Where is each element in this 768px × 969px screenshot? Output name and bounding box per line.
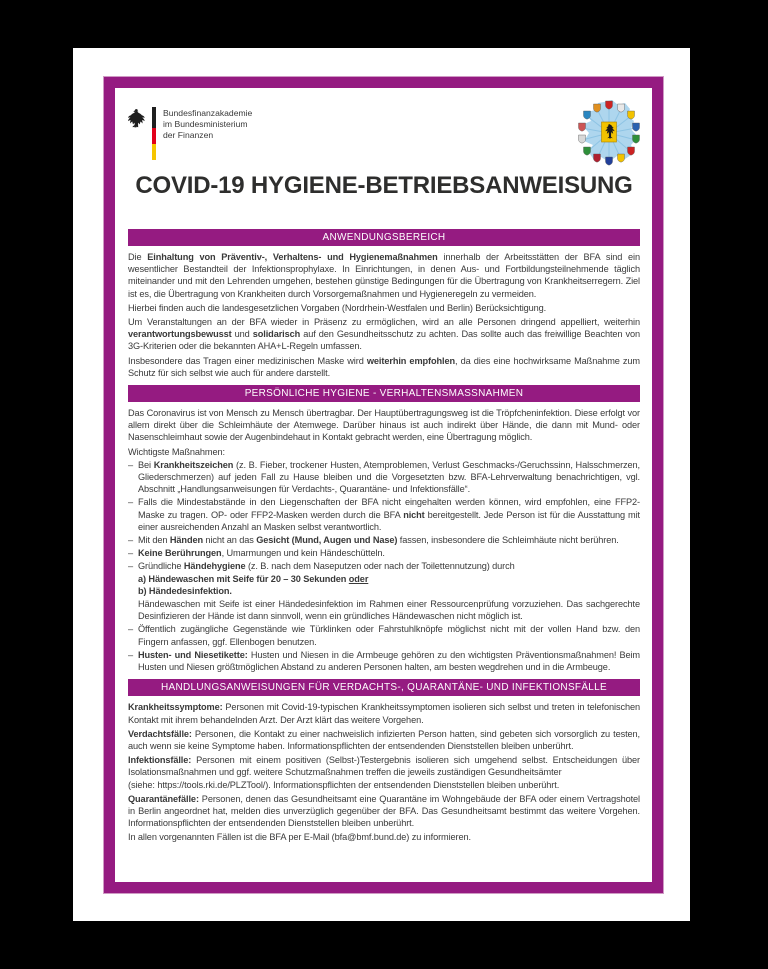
purple-frame-border	[104, 77, 663, 893]
bullet-dash: –	[128, 624, 134, 635]
text-run: (z. B. nach dem Naseputzen oder nach der Toilettennutzung) durch	[245, 561, 515, 572]
org-name-line2: im Bundesministerium	[163, 119, 248, 129]
bullet-dash: –	[128, 535, 134, 546]
text-run: (siehe: https://tools.rki.de/PLZTool/). Informationspflichten der entsendenden Dienststellen bleiben unberührt.	[128, 779, 560, 790]
text-run: nicht an das	[202, 535, 257, 546]
bullet-text	[138, 534, 640, 546]
text-run: a) Händewaschen mit Seife für 20 – 30 Sekunden	[138, 573, 349, 584]
bullet-text	[138, 496, 640, 533]
bullet-dash: –	[128, 561, 134, 572]
text-run: Um Veranstaltungen an der BFA wieder in Präsenz zu ermöglichen, wird an alle Personen dringend appelliert, weiterhin	[128, 317, 640, 328]
bullet-item	[128, 547, 640, 559]
section-body-handlungsanweisungen	[128, 701, 640, 843]
text-run: Husten und Niesen in die Armbeuge gehören zu den wichtigsten Präventionsmaßnahmen! Beim Husten und Niesen größtmöglichen Abstand zu anderen Personen halten, am besten wegdrehen und in die Armbeuge.	[138, 649, 640, 673]
text-run: Falls die Mindestabstände in den Liegenschaften der BFA nicht eingehalten werden können, wird empfohlen, eine FFP2-Maske zu tragen. OP- oder FFP2-Masken werden durch die BFA	[138, 497, 640, 520]
section-heading-anwendungsbereich: ANWENDUNGSBEREICH	[128, 229, 640, 246]
list-sub-item	[128, 573, 640, 585]
paragraph	[128, 701, 640, 725]
bullet-dash: –	[128, 497, 134, 508]
bullet-text	[138, 547, 640, 559]
text-run: innerhalb der Arbeitsstätten der BFA sind ein wesentlicher Bestandteil der Infektionsprophylaxe. In Einrichtungen, in denen Aus- und Fortbildungsteilnehmende täglich miteinander und mit den Lehrenden umgehen, bestehen günstige Bedingungen für die Übertragung von Krankheitserregern. Ziel ist es, die Übertragung von Krankheiten durch Vorsorgemaßnahmen und Hygieneregeln zu vermeiden.	[128, 252, 640, 299]
bullet-item	[128, 649, 640, 673]
text-run: und	[231, 329, 253, 340]
text-run: Krankheitszeichen	[153, 459, 234, 470]
org-name-line3: der Finanzen	[163, 130, 214, 140]
section-body-persoenliche-hygiene	[128, 407, 640, 673]
paragraph	[128, 316, 640, 353]
paragraph	[128, 355, 640, 379]
text-run: Die	[128, 252, 148, 262]
text-run: Keine Berührungen	[138, 548, 222, 559]
text-run: auf den Gesundheitsschutz zu achten. Das sollte auch das freiwillige Beachten von 3G-Kriterien oder die bekannten AHA+L-Regeln umfassen.	[128, 329, 641, 352]
text-run: , da dies eine hochwirksame Maßnahme zum Schutz für sich selbst wie auch für andere darstellt.	[128, 355, 640, 378]
text-run: Öffentlich zugängliche Gegenstände wie Türklinken oder Fahrstuhlknöpfe möglichst nicht mit der vollen Hand bzw. den Fingern anfassen, ggf. Ellenbogen benutzen.	[138, 624, 640, 647]
text-run: Händen	[169, 535, 203, 546]
list-sub-item	[128, 585, 640, 597]
text-run: Personen mit Covid-19-typischen Krankheitssymptomen isolieren sich selbst und treten in telefonischen Kontakt mit ihrem behandelnden Arzt. Der Arzt klärt das weitere Vorgehen.	[128, 702, 640, 725]
text-run: oder	[348, 573, 369, 584]
paragraph	[128, 251, 640, 300]
text-run: Personen, denen das Gesundheitsamt eine Quarantäne im Wohngebäude der BFA oder einem Vertragshotel in Berlin angeordnet hat, melden dies unverzüglich gegenüber der BFA. Das Gesundheitsamt bestimmt das weitere Vorgehen. Informationspflichten der entsendenden Dienststellen bleiben unberührt.	[128, 793, 640, 829]
text-run: nicht	[403, 509, 425, 520]
paragraph	[128, 407, 640, 444]
text-run: Händehygiene	[183, 561, 246, 572]
text-run: (z. B. Fieber, trockener Husten, Atemproblemen, Verlust Geschmacks-/Geruchssinn, Halsschmerzen, Gliederschmerzen) auf jeden Fall zu Hause bleiben und die Vorgesetzten bzw. BFA-Lehrverwaltung benachrichtigen, vgl. Abschnitt „Handlungsanweisungen für Verdachts-, Quarantäne- und Infektionsfälle“.	[138, 459, 641, 495]
org-name	[163, 107, 252, 141]
text-run: Bei	[138, 459, 154, 470]
text-run: fassen, insbesondere die Schleimhäute nicht berühren.	[397, 535, 619, 546]
text-run: Gründliche	[138, 561, 184, 572]
bullet-dash: –	[128, 649, 134, 660]
text-run: solidarisch	[252, 329, 301, 340]
text-run: Einhaltung von Präventiv-, Verhaltens- und Hygienemaßnahmen	[147, 252, 438, 262]
text-run: Gesicht (Mund, Augen und Nase)	[256, 535, 398, 546]
text-run: Personen, die Kontakt zu einer nachweislich infizierten Person hatten, sind gebeten sich vorsorglich zu testen, auch wenn sie keine Symptome haben. Informationspflichten der entsendenden Dienststellen bleiben unberührt.	[128, 728, 640, 751]
text-run: Händewaschen mit Seife ist einer Händedesinfektion im Rahmen einer Ressourcenprüfung vorzuziehen. Das sachgerechte Desinfizieren der Hände ist dann sinnvoll, wenn ein gründliches Händewaschen nicht möglich ist.	[138, 599, 640, 622]
text-run: Hierbei finden auch die landesgesetzlichen Vorgaben (Nordrhein-Westfalen und Berlin) Berücksichtigung.	[128, 302, 547, 313]
paragraph	[128, 793, 640, 830]
document-header	[128, 107, 640, 161]
text-run: Das Coronavirus ist von Mensch zu Mensch übertragbar. Der Hauptübertragungsweg ist die Tröpfcheninfektion. Diese erfolgt vor allem direkt über die Schleimhäute der Atemwege. Darüber hinaus ist auch indirekt über Hände, die dann mit Mund- oder Nasenschleimhaut sowie der Augenbindehaut in Kontakt gebracht werden, eine Übertragung möglich.	[128, 408, 640, 443]
text-run: Personen mit einem positiven (Selbst-)Testergebnis isolieren sich umgehend selbst. Entscheidungen über Isolationsmaßnahmen und ggf. weitere Schutzmaßnahmen treffen die jeweils zuständigen Gesundheitsämter	[128, 755, 640, 778]
paragraph	[128, 302, 640, 314]
paragraph	[128, 728, 640, 752]
bullet-dash: –	[128, 548, 134, 559]
text-run: Husten- und Niesetikette:	[138, 649, 248, 660]
text-run: Infektionsfälle:	[128, 755, 192, 766]
laender-wappen-germany-map-emblem-icon	[574, 97, 644, 167]
bullet-item	[128, 496, 640, 533]
text-run: Mit den	[138, 535, 170, 546]
german-flag-stripe-icon	[152, 107, 156, 160]
document-title: COVID-19 HYGIENE-BETRIEBSANWEISUNG	[135, 172, 633, 199]
org-name-line1: Bundesfinanzakademie	[163, 108, 253, 118]
document-content	[115, 88, 652, 882]
text-run: Wichtigste Maßnahmen:	[128, 446, 225, 457]
text-run: bereitgestellt. Jede Person ist für die Ausstattung mit einer ausreichenden Anzahl an Masken selbst verantwortlich.	[138, 509, 641, 532]
paragraph	[128, 598, 640, 622]
document-page	[73, 48, 690, 921]
text-run: , Umarmungen und kein Händeschütteln.	[221, 548, 385, 559]
paragraph	[128, 754, 640, 791]
text-run: Verdachtsfälle:	[128, 728, 192, 739]
bullet-item	[128, 459, 640, 496]
paragraph	[128, 831, 640, 843]
text-run: Quarantänefälle:	[128, 793, 199, 804]
section-heading-persoenliche-hygiene: PERSÖNLICHE HYGIENE - VERHALTENSMASSNAHMEN	[128, 385, 640, 402]
bfa-logo	[128, 107, 640, 160]
bullet-item	[128, 623, 640, 647]
text-run: In allen vorgenannten Fällen ist die BFA per E-Mail (bfa@bmf.bund.de) zu informieren.	[128, 832, 471, 843]
text-run: Insbesondere das Tragen einer medizinischen Maske wird	[128, 355, 367, 366]
bullet-text	[138, 560, 640, 572]
bullet-dash: –	[128, 459, 134, 470]
paragraph	[128, 446, 640, 458]
bullet-text	[138, 649, 640, 673]
bundesadler-eagle-icon	[128, 108, 145, 128]
text-run: verantwortungsbewusst	[128, 329, 232, 340]
text-run: weiterhin empfohlen	[366, 355, 455, 366]
section-body-anwendungsbereich	[128, 251, 640, 379]
bullet-text	[138, 459, 640, 496]
text-run: b) Händedesinfektion.	[138, 585, 232, 596]
bullet-item	[128, 534, 640, 546]
text-run: Krankheitssymptome:	[128, 702, 223, 713]
bullet-item	[128, 560, 640, 572]
section-heading-handlungsanweisungen: HANDLUNGSANWEISUNGEN FÜR VERDACHTS-, QUARANTÄNE- UND INFEKTIONSFÄLLE	[128, 679, 640, 696]
bullet-text	[138, 623, 640, 647]
